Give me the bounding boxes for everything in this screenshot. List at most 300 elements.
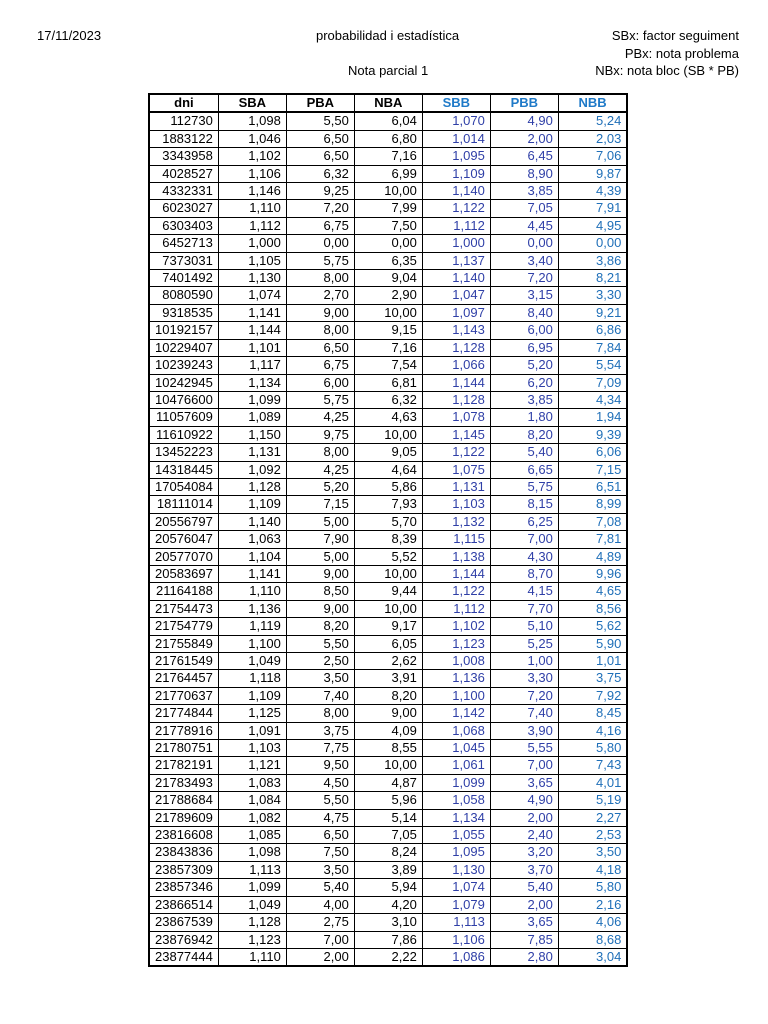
cell-sba: 1,099 [218,879,286,896]
cell-sbb: 1,100 [422,687,490,704]
cell-nba: 7,93 [354,496,422,513]
cell-nbb: 4,34 [558,391,627,408]
cell-nba: 7,54 [354,357,422,374]
table-row [149,809,627,826]
cell-sbb: 1,131 [422,478,490,495]
cell-sba: 1,128 [218,914,286,931]
cell-sba: 1,063 [218,531,286,548]
cell-sbb: 1,058 [422,792,490,809]
cell-dni: 20576047 [149,531,218,548]
cell-sba: 1,106 [218,165,286,182]
cell-pba: 5,75 [286,252,354,269]
table-row [149,130,627,147]
cell-pba: 3,50 [286,861,354,878]
cell-sba: 1,146 [218,183,286,200]
cell-pbb: 7,85 [490,931,558,948]
cell-sbb: 1,061 [422,757,490,774]
cell-dni: 9318535 [149,304,218,321]
cell-pbb: 3,85 [490,183,558,200]
cell-pba: 2,50 [286,653,354,670]
cell-sbb: 1,123 [422,635,490,652]
table-row [149,426,627,443]
cell-dni: 1883122 [149,130,218,147]
cell-sba: 1,113 [218,861,286,878]
table-row [149,600,627,617]
legend-line: NBx: nota bloc (SB * PB) [595,63,739,78]
table-row [149,583,627,600]
cell-dni: 112730 [149,112,218,130]
cell-sbb: 1,106 [422,931,490,948]
cell-sba: 1,074 [218,287,286,304]
cell-nbb: 5,80 [558,879,627,896]
cell-nba: 9,05 [354,444,422,461]
cell-nba: 5,70 [354,513,422,530]
cell-nbb: 1,94 [558,409,627,426]
cell-pbb: 5,40 [490,444,558,461]
cell-dni: 21755849 [149,635,218,652]
cell-pba: 2,00 [286,948,354,966]
cell-sba: 1,144 [218,322,286,339]
cell-sba: 1,000 [218,235,286,252]
cell-nba: 3,89 [354,861,422,878]
cell-nbb: 5,62 [558,618,627,635]
cell-dni: 6452713 [149,235,218,252]
cell-pba: 7,20 [286,200,354,217]
table-row [149,374,627,391]
cell-sbb: 1,142 [422,705,490,722]
cell-pbb: 3,90 [490,722,558,739]
table-row [149,322,627,339]
cell-sbb: 1,055 [422,827,490,844]
cell-nba: 10,00 [354,565,422,582]
cell-dni: 23877444 [149,948,218,966]
table-row [149,948,627,966]
cell-dni: 21774844 [149,705,218,722]
cell-nbb: 7,91 [558,200,627,217]
table-row [149,183,627,200]
table-row [149,896,627,913]
cell-nba: 6,80 [354,130,422,147]
cell-nbb: 7,09 [558,374,627,391]
cell-sbb: 1,132 [422,513,490,530]
cell-pbb: 4,30 [490,548,558,565]
cell-sbb: 1,068 [422,722,490,739]
table-row [149,339,627,356]
table-row [149,357,627,374]
cell-sba: 1,150 [218,426,286,443]
table-row [149,931,627,948]
cell-nbb: 2,53 [558,827,627,844]
cell-dni: 21789609 [149,809,218,826]
cell-nbb: 6,51 [558,478,627,495]
cell-dni: 21783493 [149,774,218,791]
cell-pba: 9,00 [286,600,354,617]
cell-nbb: 7,08 [558,513,627,530]
cell-pbb: 4,90 [490,792,558,809]
cell-nba: 4,63 [354,409,422,426]
cell-pba: 4,25 [286,409,354,426]
cell-pba: 5,00 [286,513,354,530]
cell-sba: 1,130 [218,270,286,287]
cell-pba: 7,40 [286,687,354,704]
table-row [149,914,627,931]
cell-dni: 21782191 [149,757,218,774]
cell-sbb: 1,066 [422,357,490,374]
cell-pba: 2,70 [286,287,354,304]
cell-nba: 7,16 [354,148,422,165]
cell-sbb: 1,099 [422,774,490,791]
cell-pbb: 1,00 [490,653,558,670]
table-row [149,478,627,495]
cell-sbb: 1,112 [422,600,490,617]
cell-dni: 21780751 [149,740,218,757]
cell-sbb: 1,112 [422,217,490,234]
table-row [149,757,627,774]
cell-sba: 1,110 [218,948,286,966]
cell-pbb: 4,15 [490,583,558,600]
table-row [149,722,627,739]
cell-pba: 8,20 [286,618,354,635]
cell-nbb: 4,65 [558,583,627,600]
cell-nba: 3,10 [354,914,422,931]
cell-nba: 7,86 [354,931,422,948]
cell-dni: 3343958 [149,148,218,165]
cell-nba: 9,00 [354,705,422,722]
column-header-pbb: PBB [490,94,558,112]
cell-nba: 7,16 [354,339,422,356]
cell-dni: 23816608 [149,827,218,844]
cell-dni: 13452223 [149,444,218,461]
cell-nbb: 4,16 [558,722,627,739]
cell-pba: 6,75 [286,217,354,234]
cell-pba: 9,75 [286,426,354,443]
table-row [149,112,627,130]
column-header-pba: PBA [286,94,354,112]
table-row [149,304,627,321]
cell-sbb: 1,045 [422,740,490,757]
cell-pba: 5,20 [286,478,354,495]
cell-pba: 8,00 [286,270,354,287]
cell-pbb: 8,40 [490,304,558,321]
cell-pba: 8,00 [286,322,354,339]
cell-pba: 7,50 [286,844,354,861]
cell-pba: 6,50 [286,339,354,356]
cell-dni: 20577070 [149,548,218,565]
table-row [149,705,627,722]
cell-sba: 1,118 [218,670,286,687]
cell-sbb: 1,134 [422,809,490,826]
cell-sba: 1,141 [218,565,286,582]
table-row [149,252,627,269]
course-title: probabilidad i estadística [316,28,460,43]
cell-dni: 21754473 [149,600,218,617]
cell-nbb: 5,80 [558,740,627,757]
cell-dni: 18111014 [149,496,218,513]
cell-dni: 10242945 [149,374,218,391]
cell-pba: 4,00 [286,896,354,913]
column-header-sba: SBA [218,94,286,112]
cell-nbb: 8,68 [558,931,627,948]
cell-sba: 1,117 [218,357,286,374]
cell-pbb: 7,40 [490,705,558,722]
cell-pba: 5,50 [286,112,354,130]
cell-pba: 8,00 [286,444,354,461]
cell-dni: 23843836 [149,844,218,861]
cell-nba: 7,50 [354,217,422,234]
cell-dni: 23857346 [149,879,218,896]
grades-table [148,93,628,967]
cell-nbb: 5,24 [558,112,627,130]
cell-sba: 1,134 [218,374,286,391]
table-row [149,270,627,287]
cell-pbb: 8,90 [490,165,558,182]
cell-pba: 7,90 [286,531,354,548]
table-row [149,565,627,582]
page-subtitle: Nota parcial 1 [348,63,429,78]
cell-sbb: 1,095 [422,148,490,165]
cell-dni: 10229407 [149,339,218,356]
cell-sba: 1,136 [218,600,286,617]
cell-sba: 1,085 [218,827,286,844]
cell-nba: 8,20 [354,687,422,704]
cell-nba: 9,15 [354,322,422,339]
cell-dni: 8080590 [149,287,218,304]
column-header-dni: dni [149,94,218,112]
cell-dni: 23867539 [149,914,218,931]
cell-sbb: 1,097 [422,304,490,321]
table-row [149,774,627,791]
table-row [149,879,627,896]
abbreviation-legend [595,27,739,80]
cell-nba: 7,05 [354,827,422,844]
cell-pbb: 8,20 [490,426,558,443]
table-row [149,287,627,304]
cell-sba: 1,091 [218,722,286,739]
cell-pbb: 3,20 [490,844,558,861]
table-row [149,496,627,513]
cell-dni: 4028527 [149,165,218,182]
cell-nbb: 3,50 [558,844,627,861]
cell-sbb: 1,130 [422,861,490,878]
cell-pba: 9,00 [286,565,354,582]
cell-sbb: 1,144 [422,565,490,582]
cell-nba: 10,00 [354,426,422,443]
grades-table-body [149,112,627,966]
cell-sbb: 1,140 [422,183,490,200]
cell-pbb: 3,65 [490,914,558,931]
cell-sbb: 1,079 [422,896,490,913]
cell-dni: 4332331 [149,183,218,200]
cell-pba: 4,25 [286,461,354,478]
cell-nba: 6,04 [354,112,422,130]
cell-nba: 8,55 [354,740,422,757]
cell-sbb: 1,137 [422,252,490,269]
cell-sba: 1,089 [218,409,286,426]
cell-pbb: 6,65 [490,461,558,478]
cell-nba: 9,17 [354,618,422,635]
cell-nbb: 1,01 [558,653,627,670]
cell-nba: 5,86 [354,478,422,495]
cell-pba: 8,00 [286,705,354,722]
cell-pbb: 5,10 [490,618,558,635]
cell-nbb: 6,86 [558,322,627,339]
table-row [149,235,627,252]
cell-sba: 1,099 [218,391,286,408]
cell-pbb: 6,20 [490,374,558,391]
cell-sbb: 1,008 [422,653,490,670]
cell-sba: 1,103 [218,740,286,757]
table-row [149,687,627,704]
table-row [149,409,627,426]
cell-nba: 2,22 [354,948,422,966]
cell-nba: 5,94 [354,879,422,896]
cell-nba: 5,14 [354,809,422,826]
cell-nbb: 5,19 [558,792,627,809]
table-row [149,444,627,461]
cell-sbb: 1,113 [422,914,490,931]
document-date: 17/11/2023 [37,28,102,43]
cell-pbb: 5,75 [490,478,558,495]
cell-sba: 1,125 [218,705,286,722]
cell-pbb: 1,80 [490,409,558,426]
cell-pbb: 7,05 [490,200,558,217]
cell-pbb: 5,55 [490,740,558,757]
cell-nbb: 6,06 [558,444,627,461]
cell-pba: 7,75 [286,740,354,757]
table-row [149,531,627,548]
cell-pbb: 3,85 [490,391,558,408]
cell-nba: 6,05 [354,635,422,652]
cell-sba: 1,098 [218,112,286,130]
cell-dni: 11610922 [149,426,218,443]
cell-pba: 9,50 [286,757,354,774]
cell-pbb: 5,40 [490,879,558,896]
cell-sbb: 1,070 [422,112,490,130]
cell-nba: 7,99 [354,200,422,217]
cell-sbb: 1,000 [422,235,490,252]
cell-pbb: 3,40 [490,252,558,269]
cell-pbb: 8,15 [490,496,558,513]
cell-pbb: 2,00 [490,130,558,147]
cell-pbb: 2,00 [490,896,558,913]
cell-sbb: 1,136 [422,670,490,687]
cell-nba: 10,00 [354,757,422,774]
cell-sbb: 1,122 [422,583,490,600]
cell-dni: 21754779 [149,618,218,635]
table-row [149,165,627,182]
cell-nbb: 5,90 [558,635,627,652]
cell-dni: 23866514 [149,896,218,913]
cell-sbb: 1,103 [422,496,490,513]
cell-sbb: 1,075 [422,461,490,478]
cell-pbb: 3,70 [490,861,558,878]
table-row [149,844,627,861]
cell-nba: 8,39 [354,531,422,548]
cell-nbb: 8,56 [558,600,627,617]
cell-pba: 0,00 [286,235,354,252]
cell-pbb: 6,95 [490,339,558,356]
table-row [149,618,627,635]
cell-sba: 1,121 [218,757,286,774]
cell-sbb: 1,140 [422,270,490,287]
cell-sba: 1,110 [218,200,286,217]
cell-sbb: 1,109 [422,165,490,182]
cell-pba: 9,25 [286,183,354,200]
legend-line: PBx: nota problema [624,45,739,61]
cell-nba: 4,64 [354,461,422,478]
table-row [149,792,627,809]
cell-dni: 7373031 [149,252,218,269]
cell-pba: 5,50 [286,635,354,652]
cell-pba: 5,50 [286,792,354,809]
cell-pba: 7,00 [286,931,354,948]
cell-sba: 1,102 [218,148,286,165]
cell-nbb: 4,01 [558,774,627,791]
cell-dni: 21761549 [149,653,218,670]
cell-dni: 21770637 [149,687,218,704]
cell-pbb: 8,70 [490,565,558,582]
cell-dni: 11057609 [149,409,218,426]
cell-pba: 9,00 [286,304,354,321]
cell-pba: 5,40 [286,879,354,896]
cell-nba: 9,44 [354,583,422,600]
cell-sbb: 1,128 [422,391,490,408]
cell-nba: 6,81 [354,374,422,391]
cell-pba: 4,50 [286,774,354,791]
cell-pba: 3,50 [286,670,354,687]
cell-nba: 0,00 [354,235,422,252]
table-row [149,635,627,652]
cell-sba: 1,092 [218,461,286,478]
cell-nbb: 4,89 [558,548,627,565]
cell-pba: 6,32 [286,165,354,182]
cell-pba: 6,00 [286,374,354,391]
cell-sba: 1,123 [218,931,286,948]
cell-pbb: 3,15 [490,287,558,304]
cell-dni: 10192157 [149,322,218,339]
cell-pba: 6,75 [286,357,354,374]
cell-dni: 21764457 [149,670,218,687]
cell-sba: 1,098 [218,844,286,861]
cell-nbb: 2,16 [558,896,627,913]
table-row [149,653,627,670]
cell-nbb: 3,30 [558,287,627,304]
cell-pba: 3,75 [286,722,354,739]
cell-sba: 1,104 [218,548,286,565]
cell-nbb: 0,00 [558,235,627,252]
legend-line: SBx: factor seguiment [611,28,739,43]
table-header-row [149,94,627,112]
cell-pbb: 6,25 [490,513,558,530]
cell-nba: 4,87 [354,774,422,791]
cell-dni: 10239243 [149,357,218,374]
cell-sba: 1,046 [218,130,286,147]
cell-pbb: 4,45 [490,217,558,234]
cell-sba: 1,112 [218,217,286,234]
cell-nbb: 7,15 [558,461,627,478]
cell-nba: 3,91 [354,670,422,687]
cell-dni: 23876942 [149,931,218,948]
cell-pbb: 7,00 [490,757,558,774]
column-header-sbb: SBB [422,94,490,112]
cell-sba: 1,140 [218,513,286,530]
cell-sba: 1,131 [218,444,286,461]
cell-nba: 2,90 [354,287,422,304]
cell-sbb: 1,074 [422,879,490,896]
cell-sba: 1,100 [218,635,286,652]
cell-nba: 10,00 [354,600,422,617]
cell-sba: 1,109 [218,687,286,704]
